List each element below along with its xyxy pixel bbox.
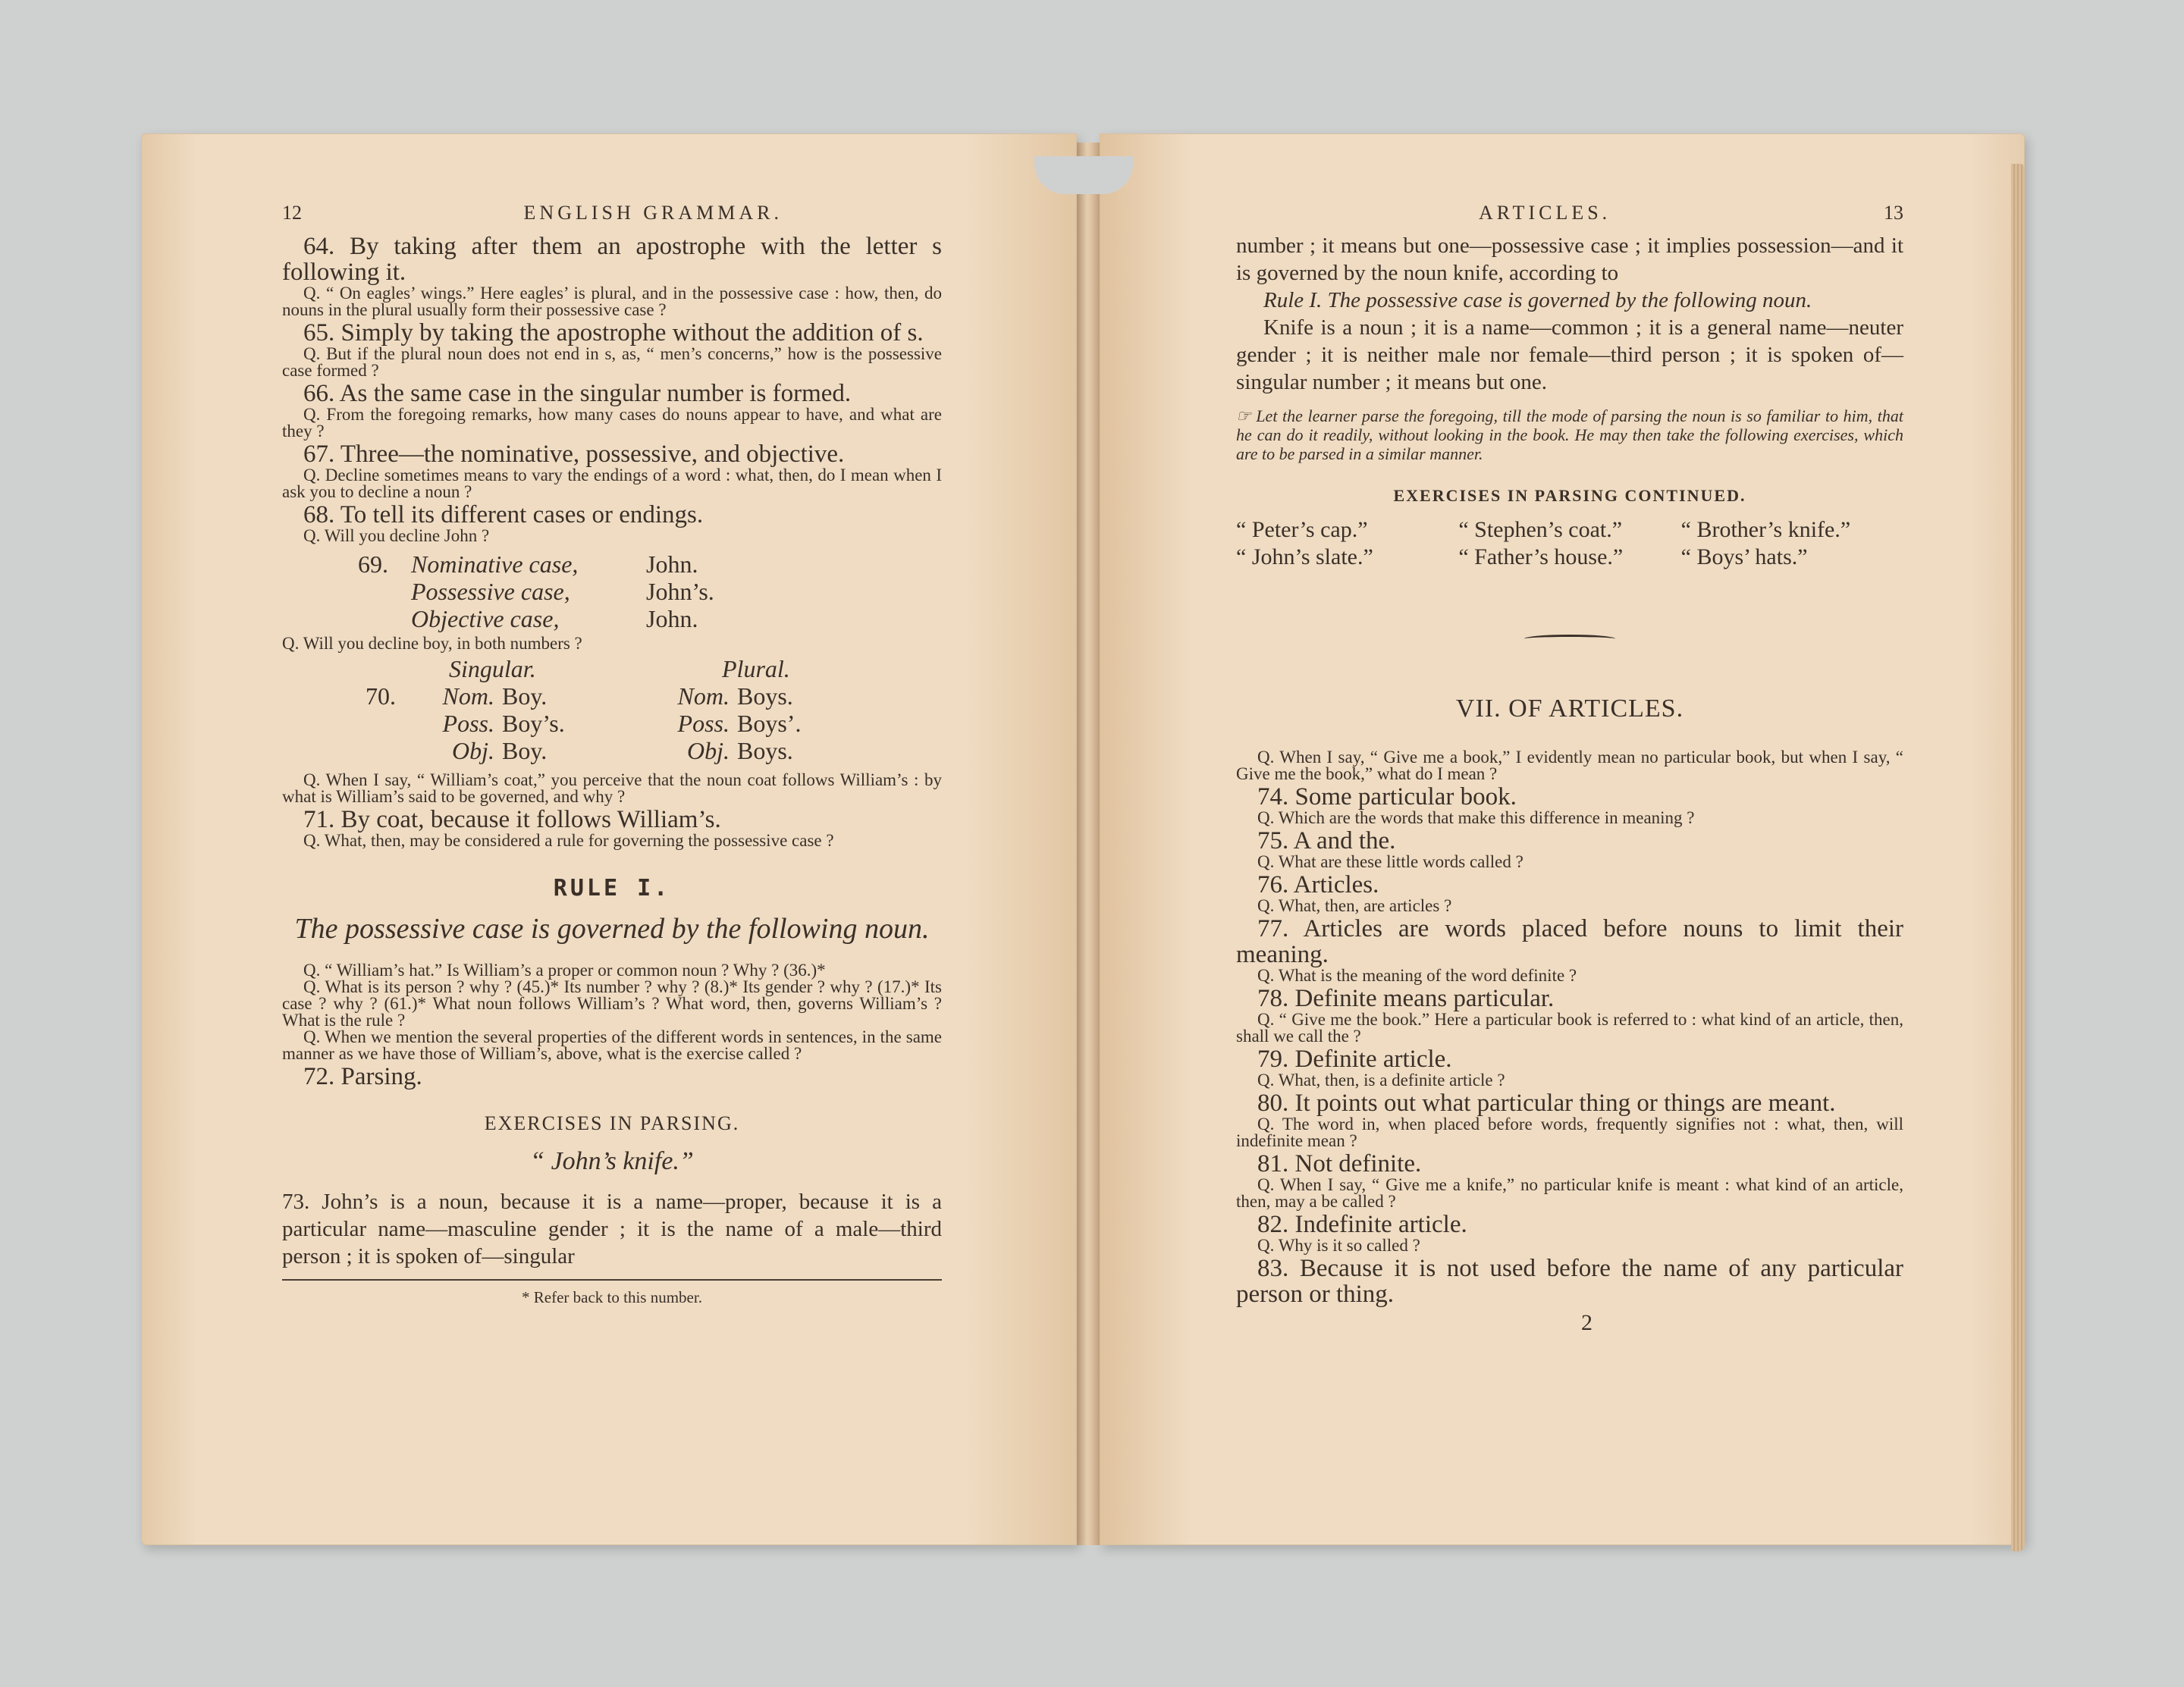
decl-form: John.	[646, 605, 698, 632]
book-gutter	[1077, 143, 1100, 1545]
page-edges	[2011, 164, 2025, 1551]
decl-form: John’s.	[646, 578, 714, 605]
exercise-item: “ Father’s house.”	[1458, 544, 1624, 569]
question-paragraph: Q. “ William’s hat.” Is William’s a proper or common noun ? Why ? (36.)*	[303, 961, 826, 980]
signature-mark: 2	[1581, 1310, 1592, 1335]
question-paragraph: Q. But if the plural noun does not end in s, as, “ men’s concerns,” how is the possessive case formed ?	[282, 344, 942, 380]
plural-heading: Plural.	[722, 655, 790, 682]
question-paragraph: Q. What, then, may be considered a rule for governing the possessive case ?	[303, 831, 834, 850]
left-blocks-2	[282, 772, 942, 849]
question-paragraph: Q. “ On eagles’ wings.” Here eagles’ is plural, and in the possessive case : how, then, do nouns in the plural usually form their possessive case ?	[282, 284, 942, 319]
question-decline-boy: Q. Will you decline boy, in both numbers ?	[282, 634, 582, 653]
question-paragraph: Q. From the foregoing remarks, how many cases do nouns appear to have, and what are they ?	[282, 405, 942, 441]
rule-text: The possessive case is governed by the following noun.	[294, 913, 930, 945]
left-page-number: 12	[282, 202, 302, 224]
left-blocks-1	[282, 234, 942, 544]
answer-paragraph: 65. Simply by taking the apostrophe without the addition of s.	[303, 319, 924, 346]
decl-case-abbr: Poss.	[442, 710, 494, 737]
exercise-item: “ Peter’s cap.”	[1236, 517, 1368, 542]
answer-paragraph: 83. Because it is not used before the name of any particular person or thing.	[1236, 1255, 1903, 1308]
parsing-knife: Knife is a noun ; it is a name—common ; it is a general name—neuter gender ; it is neither male nor female—third person ; it is spoken of—singular number ; it means but one.	[1236, 315, 1903, 394]
decl-case-abbr: Poss.	[677, 710, 730, 737]
exercise-example: “ John’s knife.”	[530, 1147, 694, 1175]
question-paragraph: Q. When I say, “ William’s coat,” you perceive that the noun coat follows William’s : by what is William’s said to be governed, and why ?	[282, 770, 942, 806]
answer-paragraph: 71. By coat, because it follows William’s.	[303, 806, 721, 833]
answer-paragraph: 79. Definite article.	[1257, 1046, 1452, 1073]
rule-line: Rule I. The possessive case is governed by the following noun.	[1263, 288, 1812, 312]
answer-paragraph: 82. Indefinite article.	[1257, 1211, 1467, 1238]
question-paragraph: Q. What is its person ? why ? (45.)* Its number ? why ? (8.)* Its gender ? why ? (17.)* Its case ? why ? (61.)* What noun follows William’s ? What word, then, governs William’s ? What is the rule ?	[282, 977, 942, 1030]
declension-john	[358, 550, 942, 632]
decl-head-row	[366, 655, 942, 682]
decl-plural: Boys.	[737, 682, 793, 710]
paragraph-73: 73. John’s is a noun, because it is a name—proper, because it is a particular name—masculine gender ; it is the name of a male—third person ; it is spoken of—singular	[282, 1190, 942, 1268]
left-running-title: ENGLISH GRAMMAR.	[523, 202, 783, 224]
question-paragraph: Q. When I say, “ Give me a book,” I evidently mean no particular book, but when I say, “ Give me the book,” what do I mean ?	[1236, 748, 1903, 783]
right-page	[1100, 133, 2025, 1545]
decl-plural: Boys.	[737, 737, 793, 764]
learner-note: ☞ Let the learner parse the foregoing, till the mode of parsing the noun is so familiar to him, that he can do it readily, without looking in the book. He may then take the following exercises, which are to be parsed in a similar manner.	[1236, 406, 1903, 463]
right-running-head	[1236, 202, 1903, 232]
exercise-item: “ John’s slate.”	[1236, 544, 1373, 569]
decl-row	[366, 710, 942, 737]
decl-singular: Boy’s.	[502, 710, 565, 737]
answer-paragraph: 72. Parsing.	[303, 1063, 422, 1090]
decl-case: Nominative case,	[411, 550, 579, 578]
decl-number: 69.	[358, 550, 388, 578]
decl-case: Possessive case,	[411, 578, 570, 605]
answer-paragraph: 68. To tell its different cases or endings.	[303, 501, 704, 528]
answer-paragraph: 74. Some particular book.	[1257, 783, 1517, 811]
left-running-head	[282, 202, 942, 232]
question-paragraph: Q. What, then, are articles ?	[1257, 896, 1452, 915]
answer-paragraph: 66. As the same case in the singular number is formed.	[303, 380, 852, 407]
decl-case-abbr: Obj.	[452, 737, 494, 764]
decl-number: 70.	[366, 682, 396, 710]
question-paragraph: Q. “ Give me the book.” Here a particular book is referred to : what kind of an article, then, shall we call the ?	[1236, 1010, 1903, 1046]
exercise-item: “ Boys’ hats.”	[1680, 544, 1808, 569]
question-paragraph: Q. Will you decline John ?	[303, 526, 490, 545]
question-paragraph: Q. Why is it so called ?	[1257, 1236, 1420, 1255]
decl-case-abbr: Nom.	[442, 682, 494, 710]
decl-form: John.	[646, 550, 698, 578]
parsing-intro: number ; it means but one—possessive case ; it implies possession—and it is governed by the noun knife, according to	[1236, 234, 1903, 285]
question-paragraph: Q. Which are the words that make this difference in meaning ?	[1257, 808, 1695, 827]
left-page-content	[282, 202, 942, 1307]
decl-row	[358, 605, 942, 632]
exercises-continued-heading: EXERCISES IN PARSING CONTINUED.	[1393, 486, 1746, 505]
decl-row	[366, 682, 942, 710]
decl-singular: Boy.	[502, 682, 548, 710]
question-paragraph: Q. What is the meaning of the word definite ?	[1257, 966, 1577, 985]
decl-case-abbr: Nom.	[677, 682, 730, 710]
answer-paragraph: 77. Articles are words placed before nouns to limit their meaning.	[1236, 915, 1903, 968]
singular-heading: Singular.	[449, 655, 536, 682]
question-paragraph: Q. The word in, when placed before words, frequently signifies not : what, then, will indefinite mean ?	[1236, 1115, 1903, 1150]
left-blocks-3	[282, 962, 942, 1090]
spine-tear	[1034, 156, 1133, 194]
declension-boy	[366, 655, 942, 764]
decl-case-abbr: Obj.	[687, 737, 730, 764]
footnote-rule	[282, 1279, 942, 1281]
decl-row	[358, 550, 942, 578]
answer-paragraph: 81. Not definite.	[1257, 1150, 1422, 1177]
question-paragraph: Q. When I say, “ Give me a knife,” no particular knife is meant : what kind of an article, then, may a be called ?	[1236, 1175, 1903, 1211]
answer-paragraph: 75. A and the.	[1257, 827, 1396, 854]
exercise-item: “ Stephen’s coat.”	[1458, 517, 1623, 542]
answer-paragraph: 64. By taking after them an apostrophe with the letter s following it.	[282, 233, 942, 286]
right-running-title: ARTICLES.	[1479, 202, 1611, 224]
open-book	[138, 127, 2038, 1553]
right-blocks	[1236, 749, 1903, 1307]
decl-case: Objective case,	[411, 605, 560, 632]
question-paragraph: Q. What are these little words called ?	[1257, 852, 1523, 871]
left-page	[141, 133, 1077, 1545]
answer-paragraph: 76. Articles.	[1257, 871, 1379, 898]
question-paragraph: Q. Decline sometimes means to vary the endings of a word : what, then, do I mean when I ask you to decline a noun ?	[282, 466, 942, 501]
answer-paragraph: 67. Three—the nominative, possessive, and objective.	[303, 441, 845, 468]
decl-plural: Boys’.	[737, 710, 802, 737]
question-paragraph: Q. What, then, is a definite article ?	[1257, 1071, 1505, 1090]
exercise-grid	[1236, 516, 1903, 571]
section-divider-ornament	[1524, 635, 1615, 643]
decl-row	[366, 737, 942, 764]
answer-paragraph: 78. Definite means particular.	[1257, 985, 1555, 1012]
right-page-content	[1236, 202, 1903, 1336]
footnote: * Refer back to this number.	[522, 1288, 702, 1306]
rule-heading: RULE I.	[553, 875, 671, 902]
exercise-item: “ Brother’s knife.”	[1680, 517, 1851, 542]
exercises-heading: EXERCISES IN PARSING.	[484, 1112, 740, 1134]
answer-paragraph: 80. It points out what particular thing or things are meant.	[1257, 1090, 1836, 1117]
right-page-number: 13	[1884, 202, 1903, 224]
decl-row	[358, 578, 942, 605]
section-heading: VII. OF ARTICLES.	[1455, 695, 1684, 723]
question-paragraph: Q. When we mention the several properties of the different words in sentences, in the same manner as we have those of William’s, above, what is the exercise called ?	[282, 1027, 942, 1063]
decl-singular: Boy.	[502, 737, 548, 764]
